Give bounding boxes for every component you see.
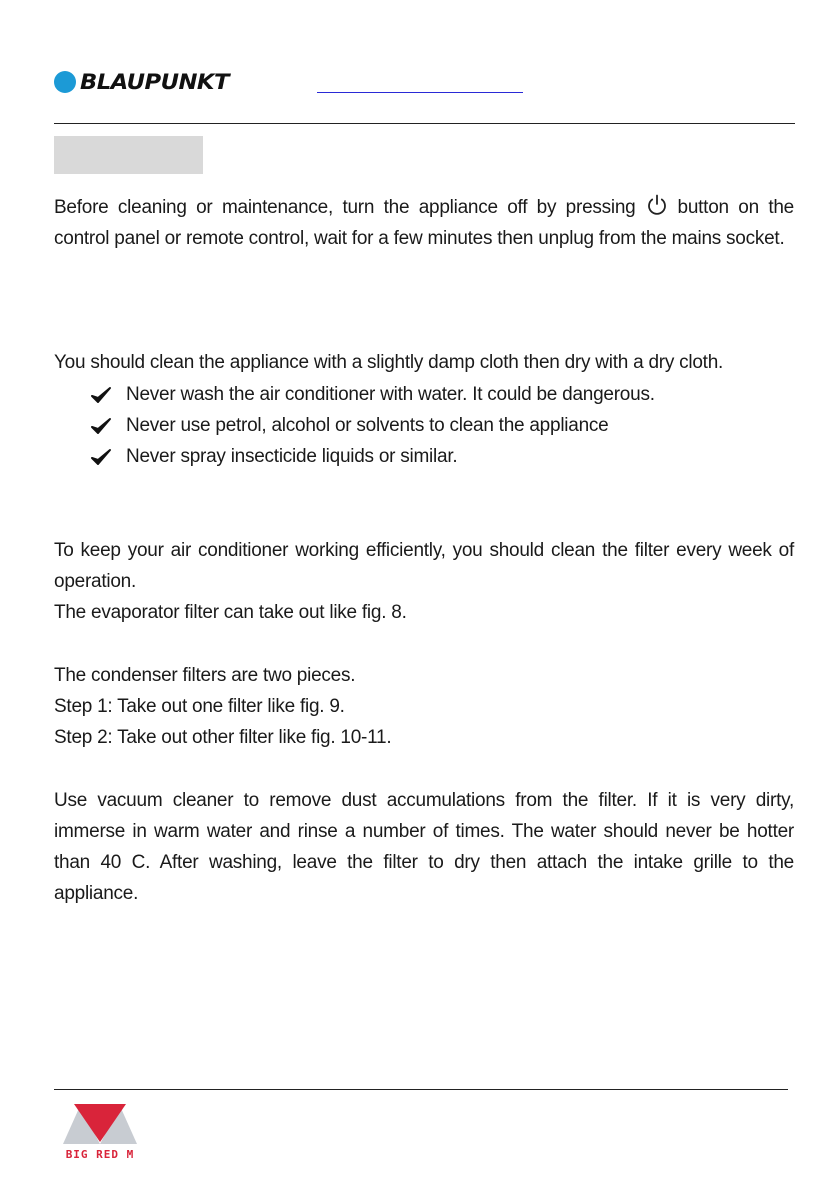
list-item — [90, 379, 655, 410]
big-red-m-logo — [60, 1100, 140, 1162]
power-icon — [646, 194, 668, 216]
step-2-line: Step 2: Take out other filter like fig. 10-11. — [54, 727, 392, 748]
header-link-underline — [317, 92, 523, 93]
svg-text:BIG RED M: BIG RED M — [65, 1148, 135, 1161]
step-1-line: Step 1: Take out one filter like fig. 9. — [54, 696, 345, 717]
checkmark-icon — [90, 417, 112, 435]
washing-paragraph: Use vacuum cleaner to remove dust accumulations from the filter. If it is very dirty, immerse in warm water and rinse a number of times. The water should never be hotter than 40 C. After washing, leave the filter to dry then attach the intake grille to the appliance. — [54, 790, 794, 904]
checkmark-icon — [90, 386, 112, 404]
cleaning-lead: You should clean the appliance with a slightly damp cloth then dry with a dry cloth. — [54, 352, 724, 373]
list-item — [90, 410, 655, 441]
evaporator-line: The evaporator filter can take out like fig. 8. — [54, 602, 407, 623]
footer-divider — [54, 1089, 788, 1090]
intro-text-after: button on the control panel or remote control, wait for a few minutes then unplug from the mains socket. — [54, 197, 794, 249]
warning-text: Never spray insecticide liquids or similar. — [126, 446, 458, 467]
warning-text: Never wash the air conditioner with water. It could be dangerous. — [126, 384, 655, 405]
brand-logo — [54, 68, 229, 96]
section-heading-box — [54, 136, 203, 174]
brand-name: BLAUPUNKT — [80, 70, 229, 94]
checkmark-icon — [90, 448, 112, 466]
header-divider — [54, 123, 795, 124]
list-item — [90, 441, 655, 472]
intro-text-before: Before cleaning or maintenance, turn the appliance off by pressing — [54, 197, 636, 218]
filter-paragraph: To keep your air conditioner working efficiently, you should clean the filter every week of operation. — [54, 540, 794, 592]
brand-dot-icon — [54, 71, 76, 93]
warning-text: Never use petrol, alcohol or solvents to clean the appliance — [126, 415, 609, 436]
warnings-list — [90, 379, 655, 472]
intro-paragraph — [54, 192, 794, 254]
condenser-line: The condenser filters are two pieces. — [54, 665, 356, 686]
